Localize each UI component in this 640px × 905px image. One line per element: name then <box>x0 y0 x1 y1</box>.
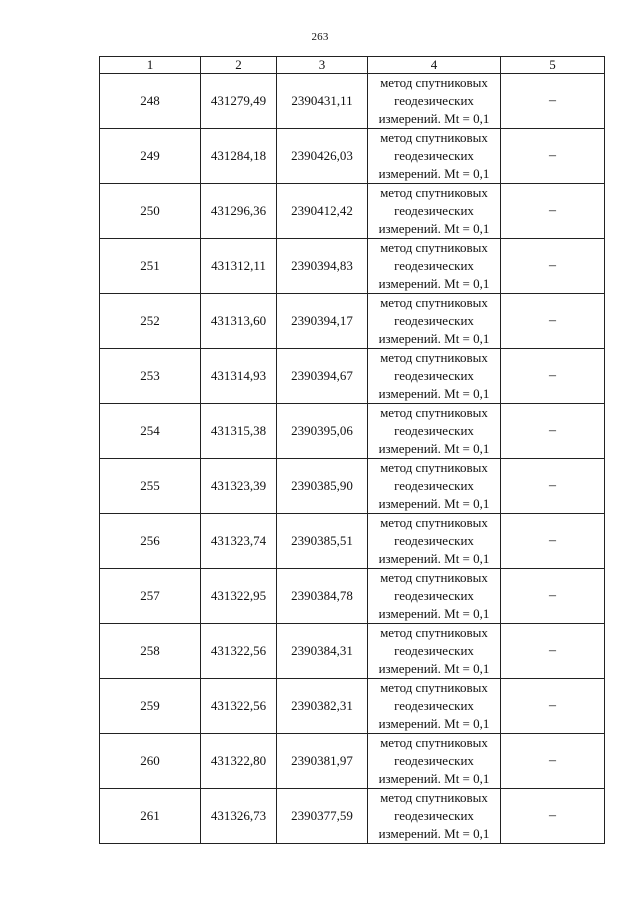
coordinates-table <box>99 56 605 844</box>
point-number-cell: 260 <box>100 734 201 789</box>
note-cell: – <box>501 129 605 184</box>
y-coordinate-cell: 2390394,83 <box>277 239 368 294</box>
method-line: измерений. Mt = 0,1 <box>378 111 490 126</box>
method-cell <box>368 789 501 844</box>
method-line: геодезических <box>394 533 474 548</box>
table-row <box>100 294 605 349</box>
y-coordinate-cell: 2390385,51 <box>277 514 368 569</box>
point-number-cell: 249 <box>100 129 201 184</box>
method-line: геодезических <box>394 258 474 273</box>
method-line: геодезических <box>394 313 474 328</box>
method-cell <box>368 569 501 624</box>
method-cell <box>368 349 501 404</box>
method-cell <box>368 514 501 569</box>
header-col-4: 4 <box>368 57 501 74</box>
page-number: 263 <box>311 31 329 43</box>
header-col-5: 5 <box>501 57 605 74</box>
y-coordinate-cell: 2390385,90 <box>277 459 368 514</box>
method-line: геодезических <box>394 93 474 108</box>
note-cell: – <box>501 404 605 459</box>
point-number-cell: 253 <box>100 349 201 404</box>
x-coordinate-cell: 431313,60 <box>201 294 277 349</box>
point-number-cell: 252 <box>100 294 201 349</box>
header-col-2: 2 <box>201 57 277 74</box>
point-number-cell: 254 <box>100 404 201 459</box>
table-row <box>100 349 605 404</box>
method-line: измерений. Mt = 0,1 <box>378 166 490 181</box>
note-cell: – <box>501 679 605 734</box>
method-line: геодезических <box>394 588 474 603</box>
method-line: геодезических <box>394 368 474 383</box>
method-line: метод спутниковых <box>380 790 488 805</box>
table-row <box>100 569 605 624</box>
method-cell <box>368 624 501 679</box>
point-number-cell: 256 <box>100 514 201 569</box>
y-coordinate-cell: 2390431,11 <box>277 74 368 129</box>
method-line: измерений. Mt = 0,1 <box>378 826 490 841</box>
y-coordinate-cell: 2390394,17 <box>277 294 368 349</box>
x-coordinate-cell: 431322,56 <box>201 679 277 734</box>
method-line: измерений. Mt = 0,1 <box>378 386 490 401</box>
method-line: геодезических <box>394 698 474 713</box>
y-coordinate-cell: 2390394,67 <box>277 349 368 404</box>
method-line: измерений. Mt = 0,1 <box>378 221 490 236</box>
note-cell: – <box>501 74 605 129</box>
table-row <box>100 789 605 844</box>
x-coordinate-cell: 431323,39 <box>201 459 277 514</box>
y-coordinate-cell: 2390382,31 <box>277 679 368 734</box>
note-cell: – <box>501 294 605 349</box>
y-coordinate-cell: 2390395,06 <box>277 404 368 459</box>
method-line: геодезических <box>394 753 474 768</box>
point-number-cell: 258 <box>100 624 201 679</box>
method-cell <box>368 129 501 184</box>
method-line: метод спутниковых <box>380 570 488 585</box>
x-coordinate-cell: 431279,49 <box>201 74 277 129</box>
method-cell <box>368 294 501 349</box>
method-line: метод спутниковых <box>380 625 488 640</box>
method-line: измерений. Mt = 0,1 <box>378 496 490 511</box>
method-cell <box>368 679 501 734</box>
y-coordinate-cell: 2390384,31 <box>277 624 368 679</box>
method-line: метод спутниковых <box>380 185 488 200</box>
method-line: геодезических <box>394 203 474 218</box>
y-coordinate-cell: 2390426,03 <box>277 129 368 184</box>
table-row <box>100 404 605 459</box>
method-line: метод спутниковых <box>380 405 488 420</box>
method-line: измерений. Mt = 0,1 <box>378 716 490 731</box>
method-line: геодезических <box>394 478 474 493</box>
method-line: метод спутниковых <box>380 75 488 90</box>
note-cell: – <box>501 569 605 624</box>
method-line: измерений. Mt = 0,1 <box>378 331 490 346</box>
method-cell <box>368 184 501 239</box>
method-cell <box>368 404 501 459</box>
point-number-cell: 257 <box>100 569 201 624</box>
method-cell <box>368 459 501 514</box>
method-line: метод спутниковых <box>380 350 488 365</box>
note-cell: – <box>501 514 605 569</box>
x-coordinate-cell: 431284,18 <box>201 129 277 184</box>
x-coordinate-cell: 431322,95 <box>201 569 277 624</box>
table-row <box>100 184 605 239</box>
method-line: метод спутниковых <box>380 515 488 530</box>
method-line: метод спутниковых <box>380 460 488 475</box>
method-cell <box>368 239 501 294</box>
y-coordinate-cell: 2390381,97 <box>277 734 368 789</box>
note-cell: – <box>501 459 605 514</box>
method-line: метод спутниковых <box>380 130 488 145</box>
table-row <box>100 624 605 679</box>
table-row <box>100 459 605 514</box>
x-coordinate-cell: 431323,74 <box>201 514 277 569</box>
point-number-cell: 259 <box>100 679 201 734</box>
point-number-cell: 251 <box>100 239 201 294</box>
point-number-cell: 255 <box>100 459 201 514</box>
x-coordinate-cell: 431315,38 <box>201 404 277 459</box>
x-coordinate-cell: 431322,80 <box>201 734 277 789</box>
method-line: геодезических <box>394 643 474 658</box>
y-coordinate-cell: 2390412,42 <box>277 184 368 239</box>
method-line: метод спутниковых <box>380 240 488 255</box>
table-row <box>100 734 605 789</box>
x-coordinate-cell: 431322,56 <box>201 624 277 679</box>
table-body <box>100 74 605 844</box>
table-row <box>100 74 605 129</box>
x-coordinate-cell: 431312,11 <box>201 239 277 294</box>
method-line: геодезических <box>394 148 474 163</box>
method-line: измерений. Mt = 0,1 <box>378 771 490 786</box>
header-col-1: 1 <box>100 57 201 74</box>
y-coordinate-cell: 2390377,59 <box>277 789 368 844</box>
method-line: метод спутниковых <box>380 735 488 750</box>
table-row <box>100 514 605 569</box>
table-header-row <box>100 57 605 74</box>
header-col-3: 3 <box>277 57 368 74</box>
method-line: измерений. Mt = 0,1 <box>378 441 490 456</box>
table-row <box>100 239 605 294</box>
y-coordinate-cell: 2390384,78 <box>277 569 368 624</box>
x-coordinate-cell: 431296,36 <box>201 184 277 239</box>
method-line: измерений. Mt = 0,1 <box>378 606 490 621</box>
method-line: измерений. Mt = 0,1 <box>378 551 490 566</box>
method-cell <box>368 734 501 789</box>
method-line: метод спутниковых <box>380 295 488 310</box>
note-cell: – <box>501 624 605 679</box>
method-line: геодезических <box>394 423 474 438</box>
method-cell <box>368 74 501 129</box>
point-number-cell: 261 <box>100 789 201 844</box>
table-row <box>100 129 605 184</box>
method-line: геодезических <box>394 808 474 823</box>
note-cell: – <box>501 734 605 789</box>
x-coordinate-cell: 431314,93 <box>201 349 277 404</box>
method-line: измерений. Mt = 0,1 <box>378 276 490 291</box>
method-line: измерений. Mt = 0,1 <box>378 661 490 676</box>
table-row <box>100 679 605 734</box>
note-cell: – <box>501 239 605 294</box>
point-number-cell: 250 <box>100 184 201 239</box>
note-cell: – <box>501 789 605 844</box>
method-line: метод спутниковых <box>380 680 488 695</box>
note-cell: – <box>501 184 605 239</box>
note-cell: – <box>501 349 605 404</box>
x-coordinate-cell: 431326,73 <box>201 789 277 844</box>
point-number-cell: 248 <box>100 74 201 129</box>
